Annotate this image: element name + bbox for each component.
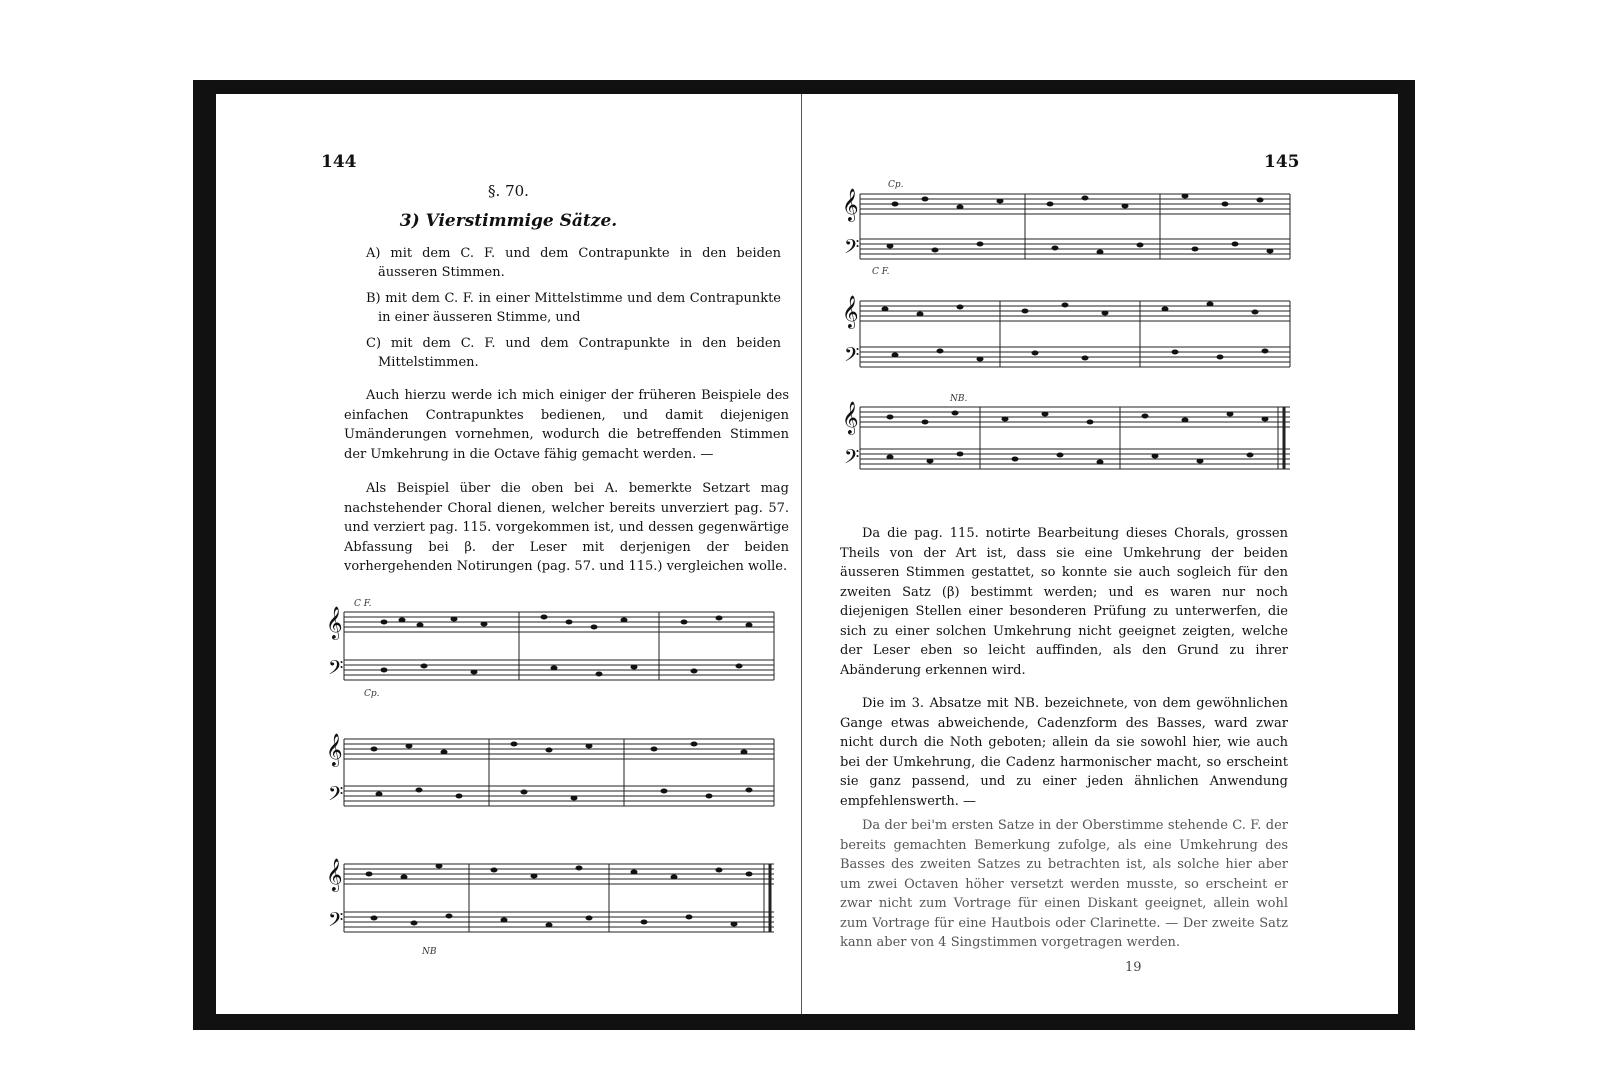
cf-label: C F. bbox=[872, 267, 890, 277]
section-heading: 3) Vierstimmige Sätze. bbox=[399, 211, 618, 231]
cp-label: Cp. bbox=[888, 180, 904, 190]
svg-text:𝄢: 𝄢 bbox=[328, 908, 344, 936]
svg-text:𝄢: 𝄢 bbox=[328, 782, 344, 810]
left-page-number: 144 bbox=[321, 152, 357, 172]
svg-text:𝄞: 𝄞 bbox=[842, 188, 859, 221]
right-paragraph-2: Die im 3. Absatze mit NB. bezeichnete, von dem gewöhnlichen Gange etwas abweichende, Cadenzform des Basses, ward zwar nicht durch die Noth geboten; allein da sie sowohl hier, wie auch bei der Umkehrung, die Cadenz harmonischer macht, so erscheint sie ganz passend, und zu einer jeden ähnlichen Anwendung empfehlenswerth. — bbox=[840, 696, 1288, 809]
svg-text:𝄞: 𝄞 bbox=[326, 606, 343, 639]
left-paragraph-1: Auch hierzu werde ich mich einiger der früheren Beispiele des einfachen Contrapunktes bedienen, und damit diejenigen Umänderungen vornehmen, wodurch die betreffenden Stimmen der Umkehrung in die Octave fähig gemacht werden. — bbox=[344, 388, 789, 462]
signature-mark: 19 bbox=[1125, 960, 1142, 975]
right-paragraph-3: Da der bei'm ersten Satze in der Oberstimme stehende C. F. der bereits gemachten Bemerkung zufolge, als eine Umkehrung des Basses des zweiten Satzes zu betrachten ist, als solche hier aber um zwei Octaven höher versetzt werden musste, so erscheint er zwar nicht zum Vortrage für einen Diskant geeignet, allein wohl zum Vortrage für eine Hautbois oder Clarinette. — Der zweite Satz kann aber von 4 Singstimmen vorgetragen werden. bbox=[840, 818, 1288, 950]
svg-text:𝄢: 𝄢 bbox=[844, 445, 860, 473]
music-system bbox=[324, 724, 784, 824]
svg-text:𝄢: 𝄢 bbox=[328, 656, 344, 684]
svg-text:𝄞: 𝄞 bbox=[326, 733, 343, 766]
music-system bbox=[840, 174, 1295, 279]
music-system bbox=[840, 289, 1295, 379]
svg-text:𝄢: 𝄢 bbox=[844, 235, 860, 263]
svg-text:𝄞: 𝄞 bbox=[842, 401, 859, 434]
svg-text:𝄢: 𝄢 bbox=[844, 343, 860, 371]
music-system bbox=[840, 389, 1295, 484]
right-page bbox=[810, 94, 1398, 1014]
svg-text:𝄞: 𝄞 bbox=[326, 858, 343, 891]
cf-label: C F. bbox=[354, 599, 372, 609]
right-page-number: 145 bbox=[1264, 152, 1300, 172]
cp-label: Cp. bbox=[364, 689, 380, 699]
section-mark: §. 70. bbox=[488, 182, 529, 200]
list-item-b: B) mit dem C. F. in einer Mittelstimme und dem Contrapunkte in einer äusseren Stimme, und bbox=[366, 291, 781, 325]
left-page bbox=[216, 94, 801, 1014]
music-system bbox=[324, 844, 784, 962]
list-item-a: A) mit dem C. F. und dem Contrapunkte in den beiden äusseren Stimmen. bbox=[366, 246, 781, 280]
nb-label: NB bbox=[422, 947, 437, 957]
svg-text:𝄞: 𝄞 bbox=[842, 295, 859, 328]
right-paragraph-1: Da die pag. 115. notirte Bearbeitung dieses Chorals, grossen Theils von der Art ist, dass sie eine Umkehrung der beiden äusseren Stimmen gestattet, so konnte sie auch sogleich für den zweiten Satz (β) bestimmt werden; und es waren nur noch diejenigen Stellen einer besonderen Prüfung zu unterwerfen, die sich zu einer solchen Umkehrung nicht geeignet zeigten, welche der Leser eben so leicht auffinden, als den Grund zu ihrer Abänderung erkennen wird. bbox=[840, 526, 1288, 678]
list-item-c: C) mit dem C. F. und dem Contrapunkte in den beiden Mittelstimmen. bbox=[366, 336, 781, 370]
book-spread bbox=[193, 80, 1415, 1030]
nb-label: NB. bbox=[950, 394, 968, 404]
left-paragraph-2: Als Beispiel über die oben bei A. bemerkte Setzart mag nachstehender Choral dienen, welcher bereits unverziert pag. 57. und verziert pag. 115. vorgekommen ist, und dessen gegenwärtige Abfassung bei β. der Leser mit derjenigen der beiden vorhergehenden Notirungen (pag. 57. und 115.) vergleichen wolle. bbox=[344, 481, 789, 574]
music-system bbox=[324, 592, 784, 700]
